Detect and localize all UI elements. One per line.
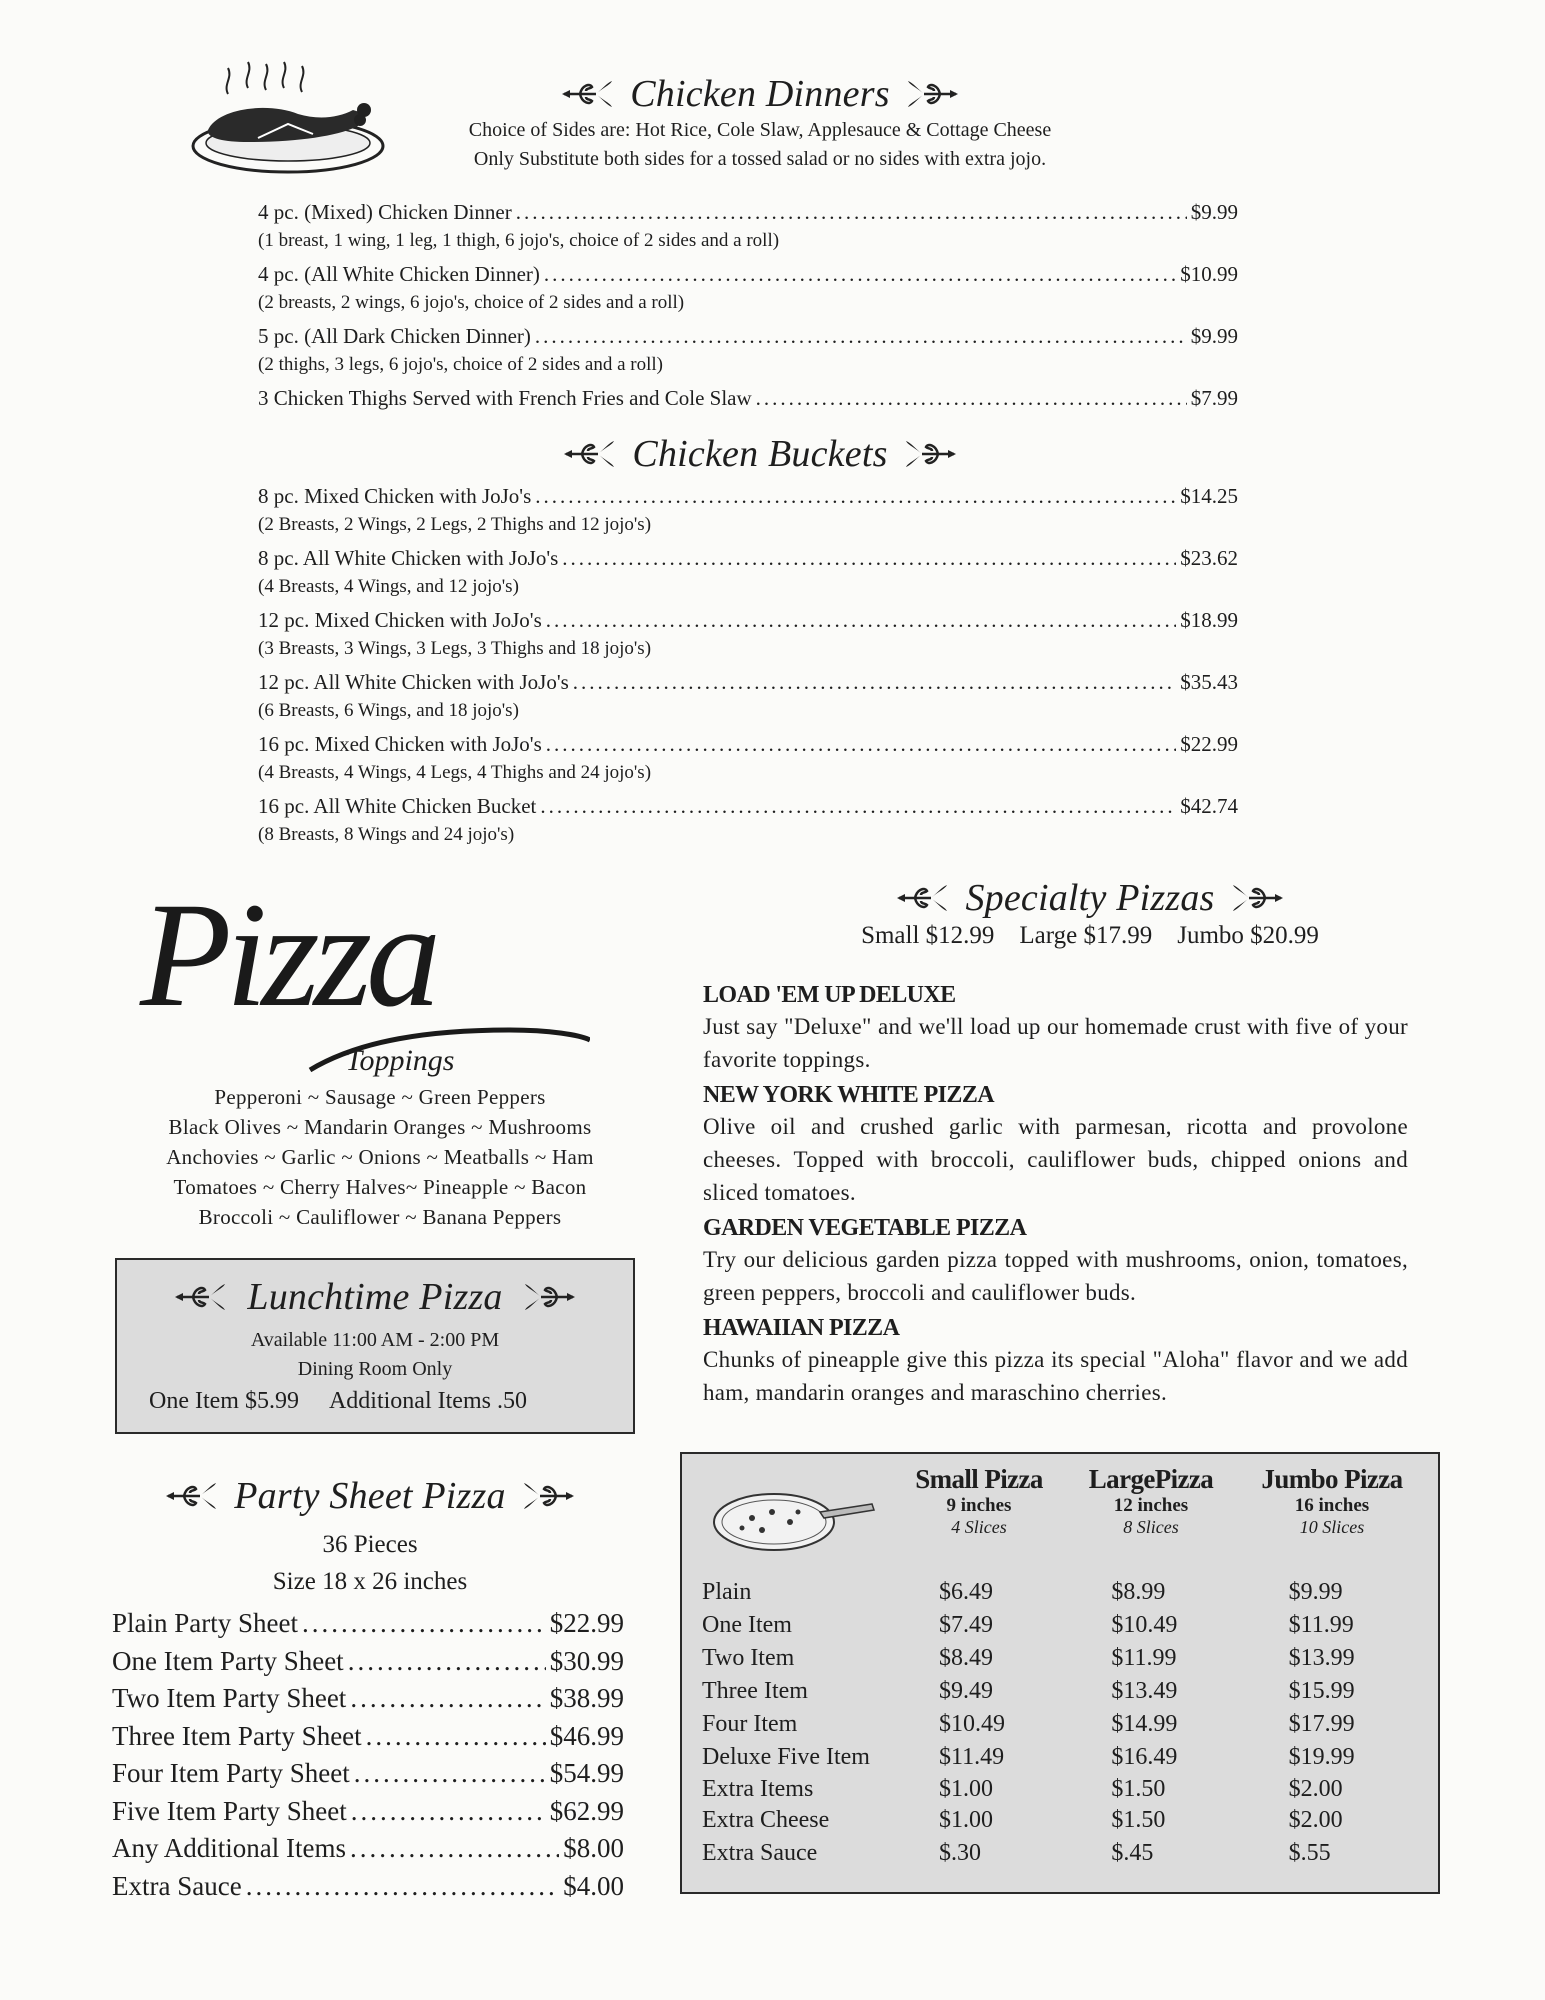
price-cell: $15.99 [1288, 1678, 1355, 1704]
menu-item [258, 320, 1238, 378]
column-size: 16 inches [1294, 1495, 1370, 1516]
menu-item [258, 728, 1238, 786]
party-sheet-heading [120, 1470, 620, 1522]
price-cell: $1.00 [939, 1807, 994, 1833]
price-cell: $11.49 [939, 1744, 1005, 1770]
item-name: Any Additional Items [112, 1833, 346, 1863]
table-header [682, 1464, 1438, 1554]
specialty-pizza-description: Olive oil and crushed garlic with parmesan, ricotta and provolone cheeses. Topped with broccoli, cauliflower buds, chipped onions and sliced tomatoes. [703, 1114, 1408, 1205]
item-description: (2 breasts, 2 wings, 6 jojo's, choice of 2 sides and a roll) [258, 292, 685, 313]
row-label: Extra Sauce [702, 1840, 818, 1866]
lunchtime-prices [149, 1388, 619, 1415]
menu-item [112, 1680, 624, 1718]
row-label: Three Item [702, 1678, 808, 1704]
specialty-pizza [703, 1080, 1408, 1209]
specialty-pizza-description: Try our delicious garden pizza topped with mushrooms, onion, tomatoes, green peppers, broccoli and cauliflower buds. [703, 1247, 1408, 1305]
item-price: $14.25 [1180, 484, 1238, 508]
item-name: One Item Party Sheet [112, 1645, 344, 1676]
price-cell: $.55 [1288, 1840, 1331, 1866]
party-sheet-pieces: 36 Pieces [322, 1531, 418, 1558]
specialty-pizza-list [703, 976, 1408, 1409]
item-description: (4 Breasts, 4 Wings, 4 Legs, 4 Thighs and 24 jojo's) [258, 762, 652, 783]
item-name: 12 pc. Mixed Chicken with JoJo's [258, 608, 542, 632]
specialty-prices: Small $12.99 Large $17.99 Jumbo $20.99 [861, 922, 1319, 949]
column-header [1242, 1464, 1422, 1538]
fleuron-ornament-icon [904, 79, 960, 109]
chicken-plate-icon [188, 58, 388, 176]
item-name: 16 pc. All White Chicken Bucket [258, 794, 537, 818]
menu-item [112, 1755, 624, 1793]
party-sheet-details [120, 1526, 620, 1600]
item-name: 12 pc. All White Chicken with JoJo's [258, 670, 569, 694]
section-title: Chicken Dinners [630, 73, 890, 115]
item-description: (2 Breasts, 2 Wings, 2 Legs, 2 Thighs and 12 jojo's) [258, 514, 652, 535]
item-price: $4.00 [563, 1870, 624, 1901]
item-name: 8 pc. All White Chicken with JoJo's [258, 546, 559, 570]
item-description: (6 Breasts, 6 Wings, and 18 jojo's) [258, 700, 519, 721]
price-cell: $.45 [1111, 1840, 1154, 1866]
toppings-title: Toppings [345, 1044, 455, 1077]
fleuron-ornament-icon [560, 79, 616, 109]
item-price: $38.99 [549, 1683, 624, 1713]
lunchtime-location: Dining Room Only [297, 1358, 453, 1380]
column-title: LargePizza [1088, 1464, 1214, 1494]
item-price: $18.99 [1180, 608, 1238, 632]
menu-item [112, 1830, 624, 1868]
toppings-line: Pepperoni ~ Sausage ~ Green Peppers [214, 1085, 546, 1109]
table-body [682, 1576, 1438, 1871]
row-label: Extra Items [702, 1776, 814, 1802]
table-row [682, 1708, 1438, 1741]
column-header [1066, 1464, 1236, 1538]
toppings-line: Anchovies ~ Garlic ~ Onions ~ Meatballs ~ Ham [166, 1145, 594, 1169]
row-label: Four Item [702, 1711, 798, 1737]
section-title: Lunchtime Pizza [247, 1276, 503, 1318]
section-title: Specialty Pizzas [965, 877, 1215, 919]
menu-item [112, 1793, 624, 1831]
item-price: $10.99 [1180, 262, 1238, 286]
price-cell: $13.99 [1288, 1645, 1355, 1671]
item-price: $35.43 [1180, 670, 1238, 694]
section-title: Party Sheet Pizza [234, 1475, 506, 1517]
item-price: $22.99 [1180, 732, 1238, 756]
item-name: 4 pc. (All White Chicken Dinner) [258, 262, 540, 286]
price-cell: $13.49 [1111, 1678, 1178, 1704]
price-cell: $14.99 [1111, 1711, 1178, 1737]
row-label: Plain [702, 1579, 752, 1605]
price-cell: $7.49 [939, 1612, 994, 1638]
sides-note-line: Choice of Sides are: Hot Rice, Cole Slaw, Applesauce & Cottage Cheese [468, 119, 1052, 141]
item-price: $62.99 [549, 1795, 624, 1826]
lunchtime-heading [117, 1272, 633, 1322]
item-name: Extra Sauce [112, 1870, 242, 1901]
item-description: (8 Breasts, 8 Wings and 24 jojo's) [258, 824, 515, 845]
price-cell: $19.99 [1288, 1744, 1355, 1770]
table-row [682, 1675, 1438, 1708]
menu-item [258, 382, 1238, 414]
chicken-dinners-heading [500, 70, 1020, 118]
item-price: $54.99 [549, 1758, 624, 1788]
item-name: Five Item Party Sheet [112, 1795, 347, 1826]
toppings-line: Broccoli ~ Cauliflower ~ Banana Peppers [198, 1205, 562, 1229]
item-price: $30.99 [549, 1645, 624, 1676]
item-name: 4 pc. (Mixed) Chicken Dinner [258, 200, 512, 224]
column-slices: 8 Slices [1123, 1517, 1179, 1537]
item-price: $22.99 [549, 1608, 624, 1638]
price-cell: $11.99 [1111, 1645, 1177, 1671]
fleuron-ornament-icon [562, 439, 618, 469]
item-price: $8.00 [563, 1833, 624, 1863]
row-label: One Item [702, 1612, 792, 1638]
item-description: (2 thighs, 3 legs, 6 jojo's, choice of 2 sides and a roll) [258, 354, 663, 375]
column-size: 12 inches [1113, 1495, 1189, 1516]
item-name: Two Item Party Sheet [112, 1683, 347, 1713]
item-name: 5 pc. (All Dark Chicken Dinner) [258, 324, 531, 348]
item-name: 3 Chicken Thighs Served with French Fries and Cole Slaw [258, 386, 752, 410]
pizza-price-table [680, 1452, 1440, 1894]
pizza-logo-text: Pizza [140, 872, 436, 1038]
price-cell: $.30 [939, 1840, 982, 1866]
toppings-line: Tomatoes ~ Cherry Halves~ Pineapple ~ Bacon [173, 1175, 587, 1199]
specialty-pizza [703, 1313, 1408, 1409]
price-cell: $8.99 [1111, 1579, 1166, 1605]
menu-item [258, 666, 1238, 724]
column-size: 9 inches [946, 1495, 1012, 1516]
chicken-buckets-heading [500, 430, 1020, 478]
sides-note [400, 116, 1120, 174]
price-cell: $9.49 [939, 1678, 994, 1704]
row-label: Two Item [702, 1645, 795, 1671]
item-price: $42.74 [1180, 794, 1238, 818]
lunchtime-one-item: One Item $5.99 [149, 1388, 299, 1414]
specialty-pizza-name: LOAD 'EM UP DELUXE [703, 982, 956, 1008]
price-cell: $8.49 [939, 1645, 994, 1671]
price-cell: $10.49 [1111, 1612, 1178, 1638]
item-name: Four Item Party Sheet [112, 1758, 350, 1788]
menu-item [112, 1605, 624, 1643]
price-cell: $2.00 [1288, 1807, 1343, 1833]
item-description: (1 breast, 1 wing, 1 leg, 1 thigh, 6 jojo's, choice of 2 sides and a roll) [258, 230, 780, 251]
item-price: $7.99 [1190, 386, 1238, 410]
table-row [682, 1642, 1438, 1675]
fleuron-ornament-icon [164, 1481, 220, 1511]
price-cell: $1.00 [939, 1776, 994, 1802]
menu-item [258, 196, 1238, 254]
column-slices: 10 Slices [1299, 1517, 1365, 1537]
price-cell: $10.49 [939, 1711, 1006, 1737]
item-name: Plain Party Sheet [112, 1608, 298, 1638]
item-name: Three Item Party Sheet [112, 1720, 362, 1751]
row-label: Extra Cheese [702, 1807, 830, 1833]
specialty-pizza-name: HAWAIIAN PIZZA [703, 1315, 900, 1341]
lunchtime-additional: Additional Items .50 [328, 1388, 527, 1414]
toppings-line: Black Olives ~ Mandarin Oranges ~ Mushrooms [168, 1115, 592, 1139]
table-row [682, 1741, 1438, 1774]
specialty-pizza-description: Just say "Deluxe" and we'll load up our homemade crust with five of your favorite toppings. [703, 1014, 1408, 1072]
item-price: $9.99 [1190, 200, 1238, 224]
menu-item [258, 480, 1238, 538]
item-description: (4 Breasts, 4 Wings, and 12 jojo's) [258, 576, 519, 597]
table-row [682, 1774, 1438, 1805]
menu-item [112, 1868, 624, 1906]
sides-note-line: Only Substitute both sides for a tossed salad or no sides with extra jojo. [473, 148, 1047, 170]
lunchtime-pizza-box [115, 1258, 635, 1434]
fleuron-ornament-icon [895, 883, 951, 913]
fleuron-ornament-icon [521, 1282, 577, 1312]
item-price: $9.99 [1190, 324, 1238, 348]
price-cell: $17.99 [1288, 1711, 1355, 1737]
price-cell: $16.49 [1111, 1744, 1178, 1770]
specialty-pizzas-heading [780, 872, 1400, 924]
item-price: $46.99 [549, 1720, 624, 1751]
specialty-pizza [703, 1213, 1408, 1309]
specialty-pizza-name: NEW YORK WHITE PIZZA [703, 1082, 994, 1108]
fleuron-ornament-icon [902, 439, 958, 469]
chicken-dinners-list [258, 196, 1238, 418]
lunchtime-details [117, 1326, 633, 1384]
column-header [894, 1464, 1064, 1538]
table-row [682, 1609, 1438, 1642]
item-price: $23.62 [1180, 546, 1238, 570]
fleuron-ornament-icon [1229, 883, 1285, 913]
table-row [682, 1805, 1438, 1836]
price-cell: $2.00 [1288, 1776, 1343, 1802]
lunchtime-hours: Available 11:00 AM - 2:00 PM [250, 1329, 500, 1351]
menu-item [112, 1643, 624, 1681]
toppings-list [110, 1082, 650, 1232]
table-row [682, 1576, 1438, 1609]
specialty-pizza-name: GARDEN VEGETABLE PIZZA [703, 1215, 1027, 1241]
column-title: Jumbo Pizza [1261, 1464, 1403, 1494]
menu-item [258, 542, 1238, 600]
specialty-pizza [703, 980, 1408, 1076]
section-title: Chicken Buckets [632, 433, 888, 475]
party-sheet-size: Size 18 x 26 inches [272, 1568, 468, 1595]
fleuron-ornament-icon [173, 1282, 229, 1312]
row-label: Deluxe Five Item [702, 1744, 870, 1770]
party-sheet-list [112, 1605, 624, 1905]
price-cell: $6.49 [939, 1579, 994, 1605]
price-cell: $11.99 [1288, 1612, 1354, 1638]
item-name: 16 pc. Mixed Chicken with JoJo's [258, 732, 542, 756]
table-row [682, 1836, 1438, 1871]
menu-item [112, 1718, 624, 1756]
item-description: (3 Breasts, 3 Wings, 3 Legs, 3 Thighs and 18 jojo's) [258, 638, 652, 659]
price-cell: $9.99 [1288, 1579, 1343, 1605]
menu-item [258, 258, 1238, 316]
menu-item [258, 604, 1238, 662]
chicken-buckets-list [258, 480, 1238, 852]
specialty-pizza-description: Chunks of pineapple give this pizza its special "Aloha" flavor and we add ham, mandarin oranges and maraschino cherries. [703, 1347, 1408, 1405]
column-slices: 4 Slices [951, 1517, 1007, 1537]
column-title: Small Pizza [915, 1464, 1043, 1494]
price-cell: $1.50 [1111, 1776, 1166, 1802]
item-name: 8 pc. Mixed Chicken with JoJo's [258, 484, 532, 508]
menu-item [258, 790, 1238, 848]
fleuron-ornament-icon [520, 1481, 576, 1511]
price-cell: $1.50 [1111, 1807, 1166, 1833]
